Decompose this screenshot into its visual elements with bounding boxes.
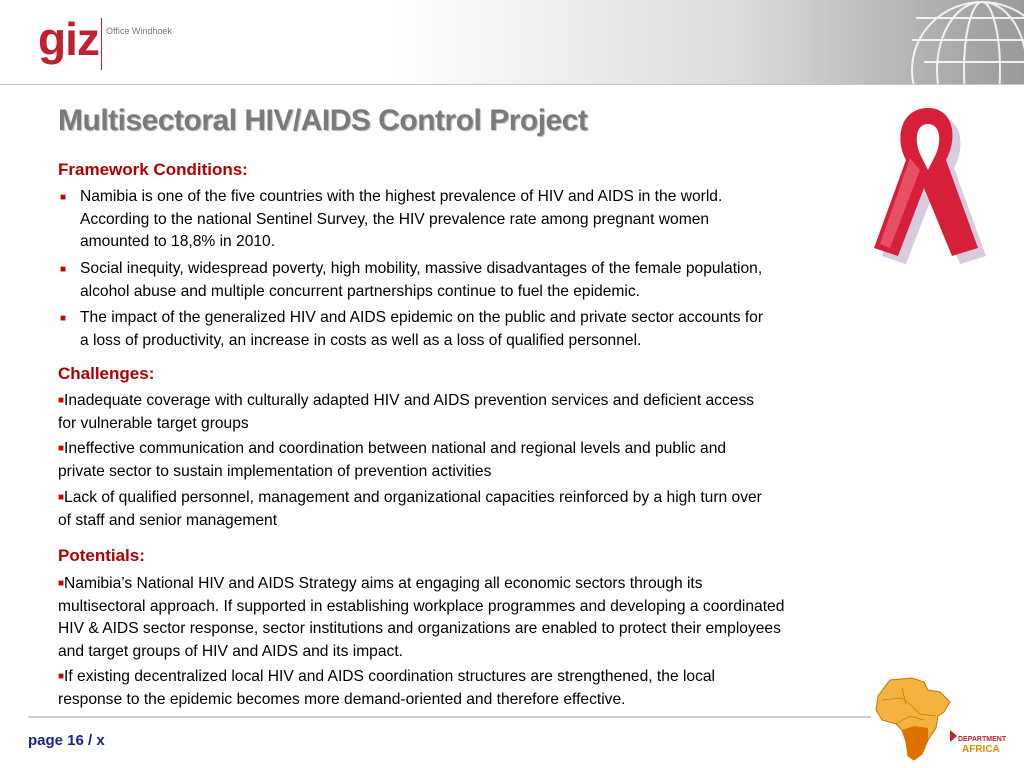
potentials-bullet-2 [58, 666, 715, 711]
bullet-marker: ■ [60, 313, 67, 324]
text-line: a loss of productivity, an increase in costs as well as a loss of qualified personnel. [80, 331, 642, 349]
challenges-bullet-1 [58, 390, 754, 435]
framework-bullet-2 [80, 258, 762, 303]
text-line: Inadequate coverage with culturally adapted HIV and AIDS prevention services and deficient access [64, 392, 755, 409]
text-line: Ineffective communication and coordination between national and regional levels and public and [64, 440, 727, 457]
challenges-bullet-3 [58, 487, 762, 532]
text-line: and target groups of HIV and AIDS and its impact. [58, 642, 403, 660]
text-line: Namibia is one of the five countries with the highest prevalence of HIV and AIDS in the world. [80, 188, 723, 205]
header-divider [0, 84, 1024, 85]
globe-icon [894, 0, 1024, 85]
text-line: for vulnerable target groups [58, 414, 249, 432]
bullet-marker: ■ [60, 264, 67, 275]
text-line: HIV & AIDS sector response, sector institutions and organizations are enabled to protect their employees [58, 620, 781, 637]
text-line: Lack of qualified personnel, management and organizational capacities reinforced by a high turn over [64, 489, 762, 506]
giz-logo: giz [38, 13, 99, 65]
bullet-marker: ■ [58, 578, 65, 589]
logo-divider [101, 18, 102, 70]
page-number: page 16 / x [28, 732, 105, 749]
department-africa-label: AFRICA [962, 744, 1000, 755]
bullet-marker: ■ [58, 395, 65, 406]
text-line: of staff and senior management [58, 511, 278, 529]
bullet-marker: ■ [58, 443, 65, 454]
footer-divider [28, 716, 871, 718]
text-line: The impact of the generalized HIV and AIDS epidemic on the public and private sector accounts for [80, 309, 764, 326]
department-label: DEPARTMENT [958, 736, 1007, 743]
text-line: multisectoral approach. If supported in establishing workplace programmes and developing a coordinated [58, 597, 785, 615]
africa-map-icon [872, 676, 952, 762]
challenges-bullet-2 [58, 438, 726, 483]
framework-heading: Framework Conditions: [58, 160, 248, 179]
office-label: Office Windhoek [106, 26, 172, 36]
department-marker [950, 730, 957, 742]
framework-bullet-3 [80, 307, 763, 352]
text-line: amounted to 18,8% in 2010. [80, 233, 276, 250]
bullet-marker: ■ [60, 192, 67, 203]
potentials-heading: Potentials: [58, 546, 145, 565]
text-line: According to the national Sentinel Survey, the HIV prevalence rate among pregnant women [80, 210, 710, 228]
text-line: response to the epidemic becomes more demand-oriented and therefore effective. [58, 690, 626, 708]
framework-bullet-1 [80, 186, 722, 254]
potentials-bullet-1 [58, 573, 784, 663]
text-line: private sector to sustain implementation of prevention activities [58, 462, 492, 480]
text-line: alcohol abuse and multiple concurrent partnerships continue to fuel the epidemic. [80, 282, 640, 300]
header-band [0, 0, 1024, 85]
bullet-marker: ■ [58, 492, 65, 503]
text-line: Namibia’s National HIV and AIDS Strategy aims at engaging all economic sectors through its [64, 575, 703, 592]
text-line: If existing decentralized local HIV and AIDS coordination structures are strengthened, the local [64, 668, 716, 685]
challenges-heading: Challenges: [58, 364, 155, 383]
page-title: Multisectoral HIV/AIDS Control Project [58, 104, 588, 137]
text-line: Social inequity, widespread poverty, high mobility, massive disadvantages of the female population, [80, 260, 763, 277]
red-ribbon-icon [866, 98, 1006, 278]
bullet-marker: ■ [58, 671, 65, 682]
